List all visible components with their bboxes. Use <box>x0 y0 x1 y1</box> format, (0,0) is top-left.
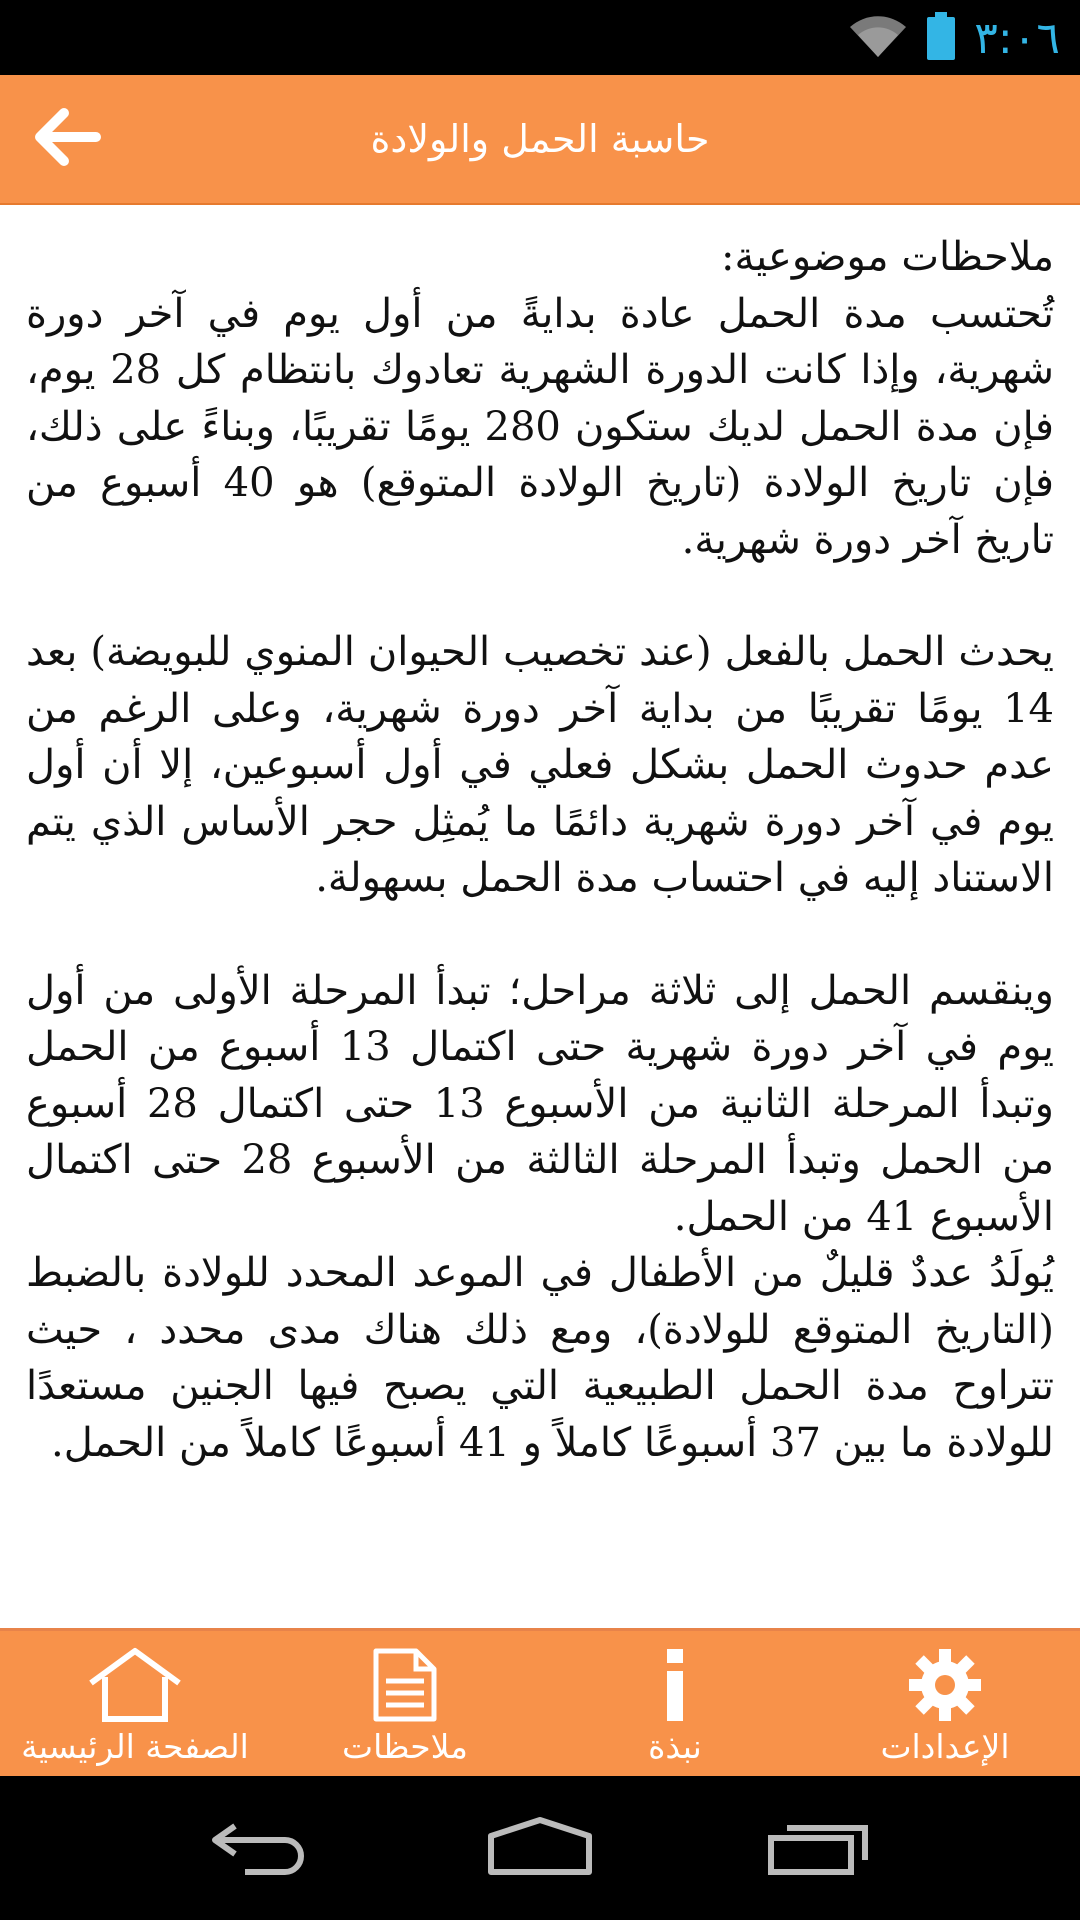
notes-paragraph: يحدث الحمل بالفعل (عند تخصيب الحيوان المنوي للبويضة) بعد 14 يومًا تقريبًا من بداية آخر دورة شهرية، وعلى الرغم من عدم حدوث الحمل بشكل فعلي في أول أسبوعين، إلا أن أول يوم في آخر دورة شهرية دائمًا ما يُمثِل حجر الأساس الذي يتم الاستناد إليه في احتساب مدة الحمل بسهولة. <box>26 629 1054 901</box>
paragraph-spacer <box>26 568 1054 624</box>
nav-home-button[interactable] <box>0 1631 270 1779</box>
page-title: حاسبة الحمل والولادة <box>370 117 710 161</box>
system-nav-bar <box>0 1776 1080 1920</box>
notes-text <box>0 205 1080 1471</box>
notes-paragraph: تُحتسب مدة الحمل عادة بدايةً من أول يوم في آخر دورة شهرية، وإذا كانت الدورة الشهرية تعادوك بانتظام كل 28 يوم، فإن مدة الحمل لديك ستكون 280 يومًا تقريبًا، وبناءً على ذلك، فإن تاريخ الولادة (تاريخ الولادة المتوقع) هو 40 أسبوع من تاريخ آخر دورة شهرية. <box>26 290 1055 563</box>
document-icon <box>350 1645 460 1725</box>
back-button[interactable] <box>25 97 109 181</box>
arrow-back-icon <box>32 107 102 171</box>
notes-content[interactable] <box>0 205 1080 1628</box>
paragraph-spacer <box>26 907 1054 963</box>
system-back-button[interactable] <box>190 1808 330 1888</box>
home-icon <box>80 1645 190 1725</box>
back-icon <box>205 1816 315 1880</box>
status-bar <box>0 0 1080 75</box>
app-bar <box>0 75 1080 205</box>
nav-about-label: نبذة <box>648 1726 702 1766</box>
nav-settings-label: الإعدادات <box>880 1726 1010 1766</box>
info-icon <box>620 1645 730 1725</box>
notes-paragraph: يُولَدُ عددٌ قليلٌ من الأطفال في الموعد المحدد للولادة بالضبط (التاريخ المتوقع للولادة)، ومع ذلك هناك مدى محدد ، حيث تتراوح مدة الحمل الطبيعية التي يصبح فيها الجنين مستعدًا للولادة ما بين 37 أسبوعًا كاملاً و 41 أسبوعًا كاملاً من الحمل. <box>26 1250 1054 1466</box>
system-home-button[interactable] <box>470 1808 610 1888</box>
status-icons <box>848 8 1060 68</box>
gear-icon <box>890 1645 1000 1725</box>
notes-heading: ملاحظات موضوعية: <box>721 234 1054 280</box>
nav-notes-button[interactable] <box>270 1631 540 1779</box>
nav-notes-label: ملاحظات <box>342 1726 468 1766</box>
system-recents-button[interactable] <box>750 1808 890 1888</box>
recents-icon <box>765 1816 875 1880</box>
nav-home-label: الصفحة الرئيسية <box>21 1726 249 1766</box>
nav-settings-button[interactable] <box>810 1631 1080 1779</box>
wifi-icon <box>848 13 908 63</box>
status-time: ٣:٠٦ <box>974 12 1060 64</box>
battery-icon <box>926 12 956 64</box>
home-outline-icon <box>485 1816 595 1880</box>
nav-about-button[interactable] <box>540 1631 810 1779</box>
bottom-nav <box>0 1628 1080 1779</box>
notes-paragraph: وينقسم الحمل إلى ثلاثة مراحل؛ تبدأ المرحلة الأولى من أول يوم في آخر دورة شهرية حتى اكتمال 13 أسبوع من الحمل وتبدأ المرحلة الثانية من الأسبوع 13 حتى اكتمال 28 أسبوع من الحمل وتبدأ المرحلة الثالثة من الأسبوع 28 حتى اكتمال الأسبوع 41 من الحمل. <box>26 967 1054 1240</box>
